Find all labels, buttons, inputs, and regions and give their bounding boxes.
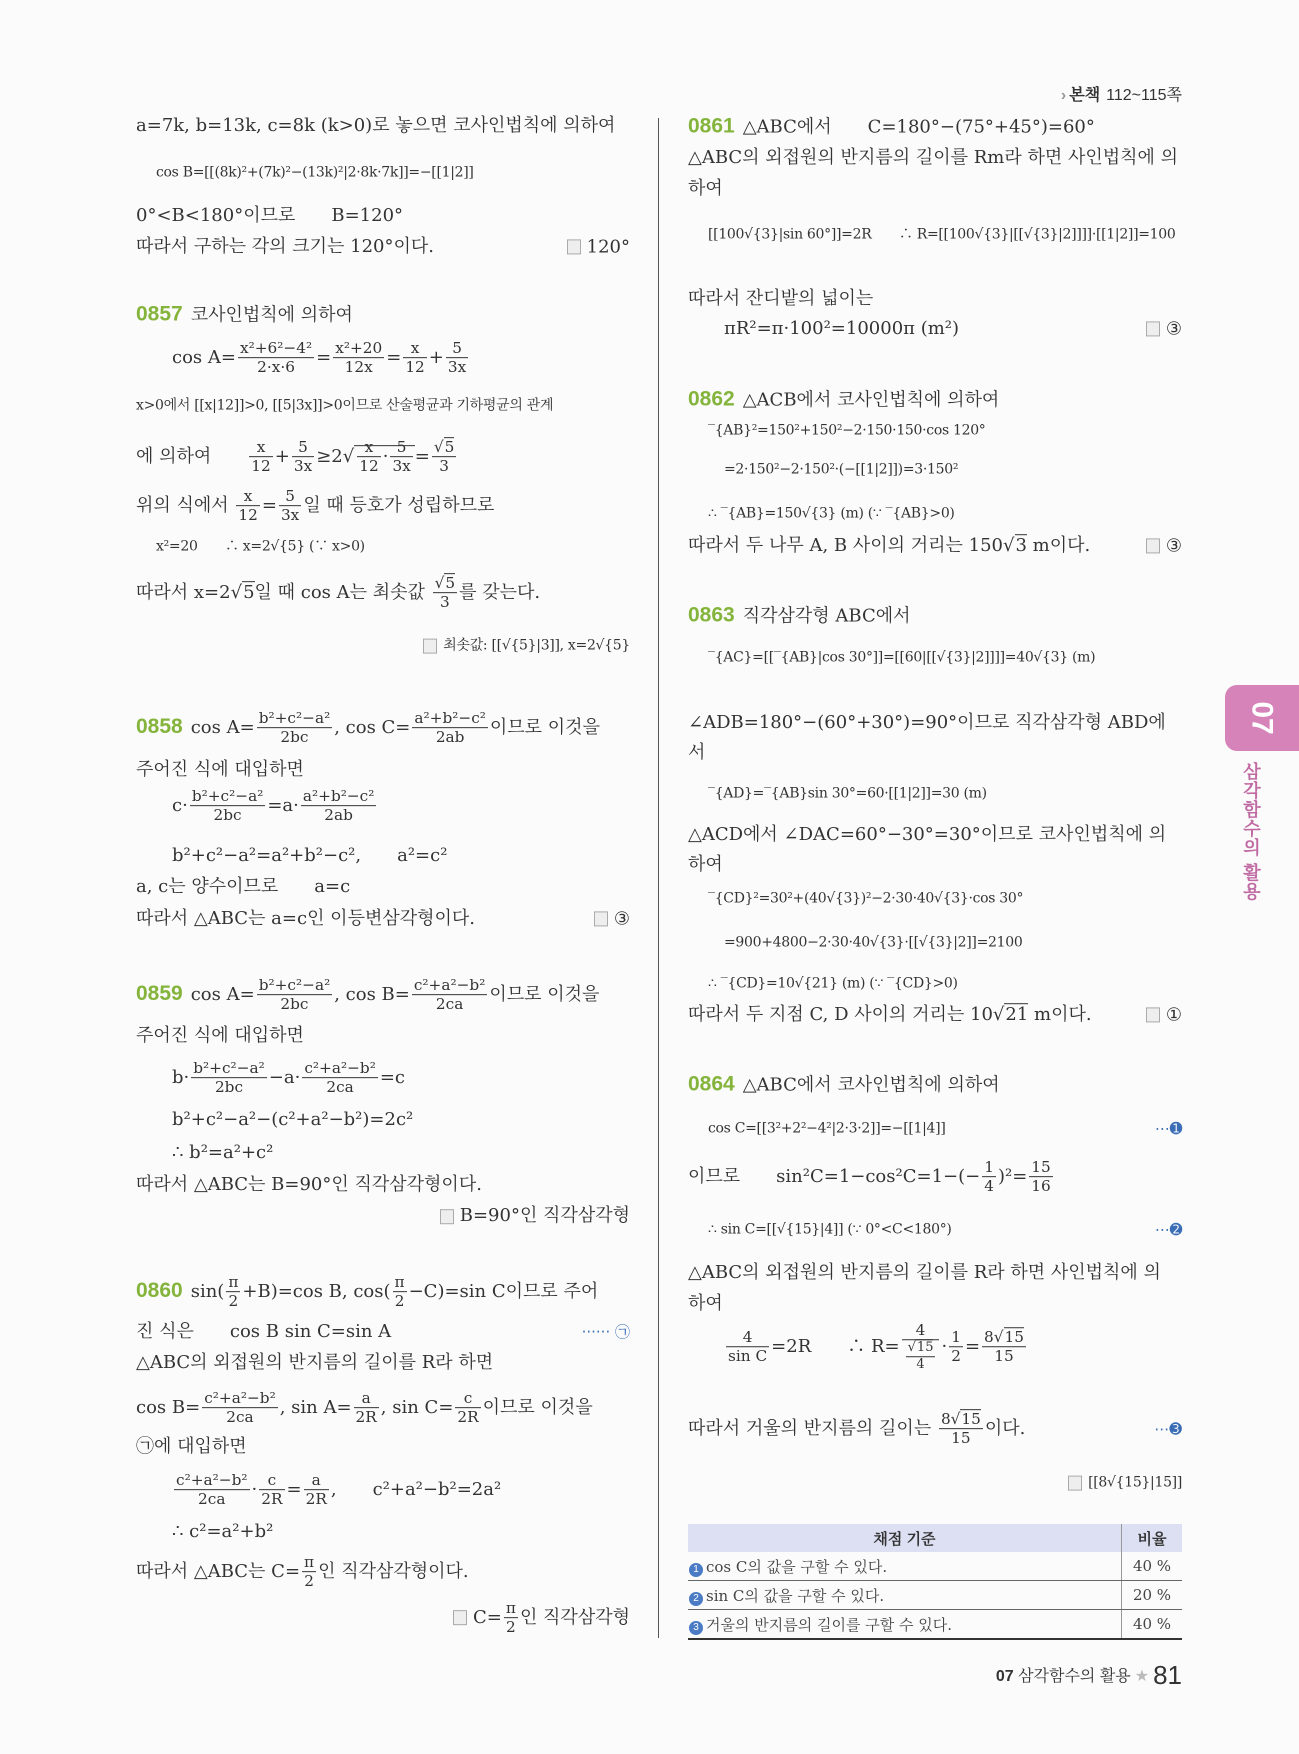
criterion-cell [688,1610,1122,1640]
solution-line [136,759,630,781]
line-content: 하여 [688,854,723,876]
line-text [688,389,999,410]
answer-text: 최솟값: [[√{5}|3]], x=2√{5} [443,637,630,654]
line-text [136,876,350,897]
ratio-cell: 20 % [1122,1581,1183,1610]
answer [423,638,630,655]
solution-line [688,1262,1182,1284]
ratio-cell: 40 % [1122,1552,1183,1581]
solution-line [688,462,1182,479]
solution-line [136,876,630,898]
line-text [688,288,873,309]
line-content: △ABC의 외접원의 반지름의 길이를 R라 하면 [136,1352,494,1374]
line-content: $\frac{4}{\text{sin C}}$ =2R ∴ R= $\frac{4}{\frac{√15}{4}}$ · $\frac{1}{2}$ = $\frac{8√15}{15}$ [728,1321,1024,1373]
line-content: b²+c²−a²=a²+b²−c², a²=c² [172,845,448,867]
line-text [136,165,474,181]
solution-line [688,1121,1182,1138]
answer [440,1205,630,1227]
line-text [136,398,553,414]
line-content: ∴ sin C=[[√{15}|4]] (∵ 0°<C<180°) [708,1221,952,1238]
line-text [688,1410,1026,1448]
line-text [136,1174,482,1195]
criterion-text: 거울의 반지름의 길이를 구할 수 있다. [706,1615,952,1634]
line-content: a, c는 양수이므로 a=c [136,876,351,898]
line-content: ∴ b²=a²+c² [172,1142,274,1164]
line-content: sin( $\frac{\pi}{2}$ +B)=cos B, cos( $\frac{\pi}{2}$ −C)=sin C이므로 주어 [190,1273,599,1311]
line-text [136,1352,493,1373]
line-text [688,1003,1092,1025]
problem-number: 0860 [136,1279,183,1302]
line-content: 서 [688,742,706,764]
line-content: 따라서 △ABC는 a=c인 이등변삼각형이다. [136,908,475,930]
line-content: 따라서 잔디밭의 넓이는 [688,288,874,310]
line-text [136,1389,593,1427]
line-content: cos A= $\frac{\text{b²+c²−a²}}{2bc}$ , cos C= $\frac{\text{a²+b²−c²}}{2ab}$ 이므로 이것을 [190,709,600,747]
line-content: ∴ ‾{CD}=10√{21} (m) (∵ ‾{CD}>0) [708,975,958,992]
line-content: 하여 [688,178,723,200]
line-content: ∴ ‾{AB}=150√{3} (m) (∵ ‾{AB}>0) [708,505,955,522]
line-content: ∠ADB=180°−(60°+30°)=90°이므로 직각삼각형 ABD에 [688,712,1166,734]
answer-text: ③ [1165,318,1182,340]
line-text [688,227,1176,243]
line-text [136,339,470,377]
step-marker: ⋯➊ [1155,1119,1182,1138]
line-text [136,1436,247,1457]
solution-line [688,786,1182,803]
arrow-icon: › [1060,87,1067,104]
line-content: ‾{AB}²=150²+150²−2·150·150·cos 120° [708,422,986,439]
solution-line [688,227,1182,244]
line-content: ‾{AD}=‾{AB}sin 30°=60·[[1|2]]=30 (m) [708,785,987,802]
line-text [688,318,959,339]
solution-line [136,574,630,612]
step-marker: ⋯➋ [1155,1220,1182,1239]
solution-line [688,712,1182,734]
line-text [688,462,958,478]
line-text [136,205,403,226]
line-text [688,147,1178,168]
solution-line [136,1109,630,1131]
solution-line [688,891,1182,908]
line-content: [[100√{3}|sin 60°]]=2R ∴ R=[[100√{3}|[[√{3}|2]]]]·[[1|2]]=100 [708,226,1176,243]
line-text [688,1293,723,1314]
criterion-cell [688,1552,1122,1581]
solution-line [136,1389,630,1427]
step-number-icon: 3 [689,1621,703,1635]
line-text [688,976,958,992]
line-text [688,116,1095,137]
answer [567,236,630,258]
line-text [688,742,705,763]
solution-line [136,709,630,747]
solution-line [688,976,1182,993]
ratio-cell: 40 % [1122,1610,1183,1640]
line-text [688,1121,946,1137]
line-text [136,487,495,525]
line-text [136,1273,599,1311]
step-number-icon: 1 [689,1563,703,1577]
answer-icon [440,1209,454,1224]
line-content: 이므로 sin²C=1−cos²C=1−(− $\frac{1}{4}$ )²= $\frac{15}{16}$ [688,1158,1051,1196]
line-text [136,759,304,780]
solution-line [136,539,630,556]
criterion-header: 채점 기준 [688,1524,1122,1552]
criterion-text: sin C의 값을 구할 수 있다. [706,1586,885,1605]
line-text [136,976,600,1014]
answer [1146,318,1182,340]
line-content: ∴ c²=a²+b² [172,1521,274,1543]
line-content: cos B= $\frac{\text{c²+a²−b²}}{2ca}$ , sin A= $\frac{a}{2R}$ , sin C= $\frac{c}{2R}$ 이므로 이것을 [136,1389,593,1427]
line-content: cos A= $\frac{\text{x²+6²−4²}}{2\cdot x\cdot 6}$ = $\frac{\text{x²+20}}{12x}$ = $\frac{x}{12}$ + $\frac{5}{3x}$ [172,339,467,377]
line-content: cos A= $\frac{\text{b²+c²−a²}}{2bc}$ , cos B= $\frac{\text{c²+a²−b²}}{2ca}$ 이므로 이것을 [190,976,600,1014]
line-content: x>0에서 [[x|12]]>0, [[5|3x]]>0이므로 산술평균과 기하평균의 관계 [136,397,554,414]
solution-line [688,854,1182,876]
solution-line [136,1352,630,1374]
answer-text: 120° [586,236,630,258]
grading-header-row [688,1524,1182,1552]
answer-icon [1146,1008,1160,1023]
line-content: ㉠에 대입하면 [136,1436,247,1458]
solution-line [136,1321,630,1343]
line-content: 에 의하여 $\frac{x}{12}$ + $\frac{5}{3x}$ ≥2√ $\frac{x}{12}$ · $\frac{5}{3x}$ = $\frac{√5}{3}$ [136,438,455,476]
line-content: ‾{CD}²=30²+(40√{3})²−2·30·40√{3}·cos 30° [708,890,1024,907]
solution-line [136,205,630,227]
solution-line [136,487,630,525]
chapter-tab-title: 삼각함수의 활용 [1241,762,1261,902]
line-content: 따라서 두 나무 A, B 사이의 거리는 150√3 m이다. [688,535,1091,557]
solution-line [136,398,630,415]
line-content: 진 식은 cos B sin C=sin A [136,1321,392,1343]
page-number: 81 [1153,1660,1182,1690]
line-text [688,1158,1055,1196]
solution-line [136,1174,630,1196]
solution-line [688,288,1182,310]
solution-line [688,1004,1182,1026]
solution-line [688,318,1182,340]
line-content: 코사인법칙에 의하여 [190,304,353,326]
answer-icon [594,912,608,927]
line-text [136,1109,413,1130]
solution-line [688,824,1182,846]
answer-text: ③ [1165,535,1182,557]
line-text [136,1142,273,1163]
solution-line [136,301,630,326]
line-text [688,178,723,199]
line-text [688,854,723,875]
line-content: △ACD에서 ∠DAC=60°−30°=30°이므로 코사인법칙에 의 [688,824,1167,846]
line-text [688,824,1166,845]
solution-line [136,1521,630,1543]
line-text [136,908,475,929]
line-content: 따라서 거울의 반지름의 길이는 $\frac{8√15}{15}$ 이다. [688,1410,1026,1448]
book-label: 본책 [1069,87,1101,104]
line-text [688,534,1090,556]
line-content: 따라서 x=2√5일 때 cos A는 최솟값 $\frac{√5}{3}$ 를 갖는다. [136,574,541,612]
page-footer [996,1660,1182,1691]
line-content: △ABC의 외접원의 반지름의 길이를 R라 하면 사인법칙에 의 [688,1262,1161,1284]
line-content: 따라서 두 지점 C, D 사이의 거리는 10√21 m이다. [688,1004,1092,1026]
line-text [688,650,1095,666]
solution-line [688,650,1182,667]
answer-text: B=90°인 직각삼각형 [459,1205,630,1227]
line-content: =2·150²−2·150²·(−[[1|2]])=3·150² [724,461,959,478]
solution-line [136,1025,630,1047]
step-marker: ⋯➌ [1154,1420,1182,1438]
line-text [136,438,458,476]
answer-icon [1146,322,1160,337]
footer-chapter: 07 [995,1668,1014,1685]
line-text [688,506,955,522]
line-content: △ABC에서 코사인법칙에 의하여 [742,1074,1000,1096]
solution-line [688,113,1182,138]
answer-icon [567,240,581,255]
solution-line [136,1553,630,1591]
line-text [688,423,986,439]
solution-line [136,787,630,825]
page-range: 112~115쪽 [1106,87,1182,104]
line-content: △ABC의 외접원의 반지름의 길이를 Rm라 하면 사인법칙에 의 [688,147,1178,169]
answer-text: C= $\frac{\pi}{2}$ 인 직각삼각형 [473,1599,630,1637]
line-content: =900+4800−2·30·40√{3}·[[√{3}|2]]=2100 [724,934,1023,951]
line-text [688,786,987,802]
solution-line [136,1059,630,1097]
line-content: ‾{AC}=[[‾{AB}|cos 30°]]=[[60|[[√{3}|2]]]]=40√{3} (m) [708,649,1096,666]
solution-line [136,339,630,377]
line-text [688,935,1022,951]
line-content: c· $\frac{\text{b²+c²−a²}}{2bc}$ =a· $\frac{\text{a²+b²−c²}}{2ab}$ [172,787,375,825]
problem-number: 0859 [136,982,183,1005]
solution-line [136,1471,630,1509]
solution-line [688,1293,1182,1315]
line-content: 위의 식에서 $\frac{x}{12}$ = $\frac{5}{3x}$ 일 때 등호가 성립하므로 [136,487,495,525]
line-content: πR²=π·100²=10000π (m²) [724,318,960,340]
line-text [136,1059,405,1097]
problem-number: 0864 [688,1072,735,1096]
solution-line [136,438,630,476]
line-text [688,1262,1161,1283]
line-text [136,1521,273,1542]
answer-icon [453,1611,467,1626]
step-marker: ······ ㉠ [581,1323,630,1341]
solution-line [136,1273,630,1311]
line-content: a=7k, b=13k, c=8k (k>0)로 놓으면 코사인법칙에 의하여 [136,115,616,137]
line-text [688,605,911,626]
answer [594,908,630,930]
line-content: 하여 [688,1293,723,1315]
line-text [136,304,353,325]
answer [453,1599,630,1637]
solution-line [136,165,630,182]
answer-text: [[8√{15}|15]] [1088,1474,1182,1491]
line-content: b²+c²−a²−(c²+a²−b²)=2c² [172,1109,414,1131]
footer-title: 삼각함수의 활용 [1018,1668,1131,1685]
solution-line [688,1410,1182,1448]
answer-text: ① [1165,1004,1182,1026]
answer-text: ③ [613,908,630,930]
line-content: 0°<B<180°이므로 B=120° [136,205,404,227]
line-content: b· $\frac{\text{b²+c²−a²}}{2bc}$ −a· $\frac{\text{c²+a²−b²}}{2ca}$ =c [172,1059,405,1097]
solution-line [688,602,1182,627]
solution-line [136,1436,630,1458]
solution-line [136,976,630,1014]
line-text [136,845,447,866]
answer-icon [1146,539,1160,554]
line-content: △ACB에서 코사인법칙에 의하여 [742,389,1000,411]
solution-line [688,178,1182,200]
line-text [136,1321,391,1342]
line-content: $\frac{\text{c²+a²−b²}}{2ca}$ · $\frac{c}{2R}$ = $\frac{a}{2R}$ , c²+a²−b²=2a² [176,1471,502,1509]
ratio-header: 비율 [1122,1524,1183,1552]
line-text [688,712,1166,733]
criterion-text: cos C의 값을 구할 수 있다. [706,1557,888,1576]
line-content: 따라서 △ABC는 C= $\frac{\pi}{2}$ 인 직각삼각형이다. [136,1553,469,1591]
solution-line [688,1158,1182,1196]
line-text [136,1471,502,1509]
line-content: △ABC에서 C=180°−(75°+45°)=60° [742,116,1095,138]
answer [1068,1475,1182,1492]
line-content: 따라서 △ABC는 B=90°인 직각삼각형이다. [136,1174,482,1196]
star-icon: ★ [1134,1668,1150,1685]
solution-line [136,115,630,137]
solution-line [688,535,1182,557]
line-text [136,574,541,612]
solution-line [688,1222,1182,1239]
column-divider [658,118,659,1638]
problem-number: 0862 [688,387,735,411]
answer-icon [1068,1475,1082,1490]
answer [1146,1004,1182,1026]
line-text [136,1553,469,1591]
line-text [136,709,600,747]
line-text [136,1025,304,1046]
chapter-tab[interactable] [1225,685,1299,751]
line-text [688,1321,1028,1373]
solution-line [688,742,1182,764]
line-text [688,1074,1000,1095]
line-content: 주어진 식에 대입하면 [136,1025,304,1047]
page-reference [1061,82,1182,105]
solution-line [688,386,1182,411]
solution-line [688,1321,1182,1373]
solution-line [688,147,1182,169]
problem-number: 0857 [136,302,183,326]
line-content: 직각삼각형 ABC에서 [742,605,911,627]
solution-line [688,506,1182,523]
line-text [136,539,365,555]
table-row [688,1552,1182,1581]
line-text [136,115,615,136]
problem-number: 0863 [688,603,735,627]
line-content: 따라서 구하는 각의 크기는 120°이다. [136,236,435,258]
solution-line [688,423,1182,440]
criterion-cell [688,1581,1122,1610]
table-row [688,1581,1182,1610]
step-number-icon: 2 [689,1592,703,1606]
solution-line [136,908,630,930]
line-content: x²=20 ∴ x=2√{5} (∵ x>0) [156,538,365,555]
line-content: 주어진 식에 대입하면 [136,759,304,781]
solution-line [688,1071,1182,1096]
chapter-tab-number: 07 [1246,701,1279,735]
line-content: cos B=[[(8k)²+(7k)²−(13k)²|2·8k·7k]]=−[[1|2]] [156,164,474,181]
solution-line [688,935,1182,952]
answer [1146,535,1182,557]
line-text [136,787,378,825]
line-content: cos C=[[3²+2²−4²|2·3·2]]=−[[1|4]] [708,1120,946,1137]
problem-number: 0861 [688,114,735,138]
line-text [688,891,1023,907]
solution-line [136,845,630,867]
line-text [688,1222,952,1238]
line-text [136,236,434,257]
table-row [688,1610,1182,1640]
answer-icon [423,638,437,653]
problem-number: 0858 [136,715,183,738]
solution-line [136,236,630,258]
grading-table [688,1524,1182,1640]
solution-line [136,1142,630,1164]
